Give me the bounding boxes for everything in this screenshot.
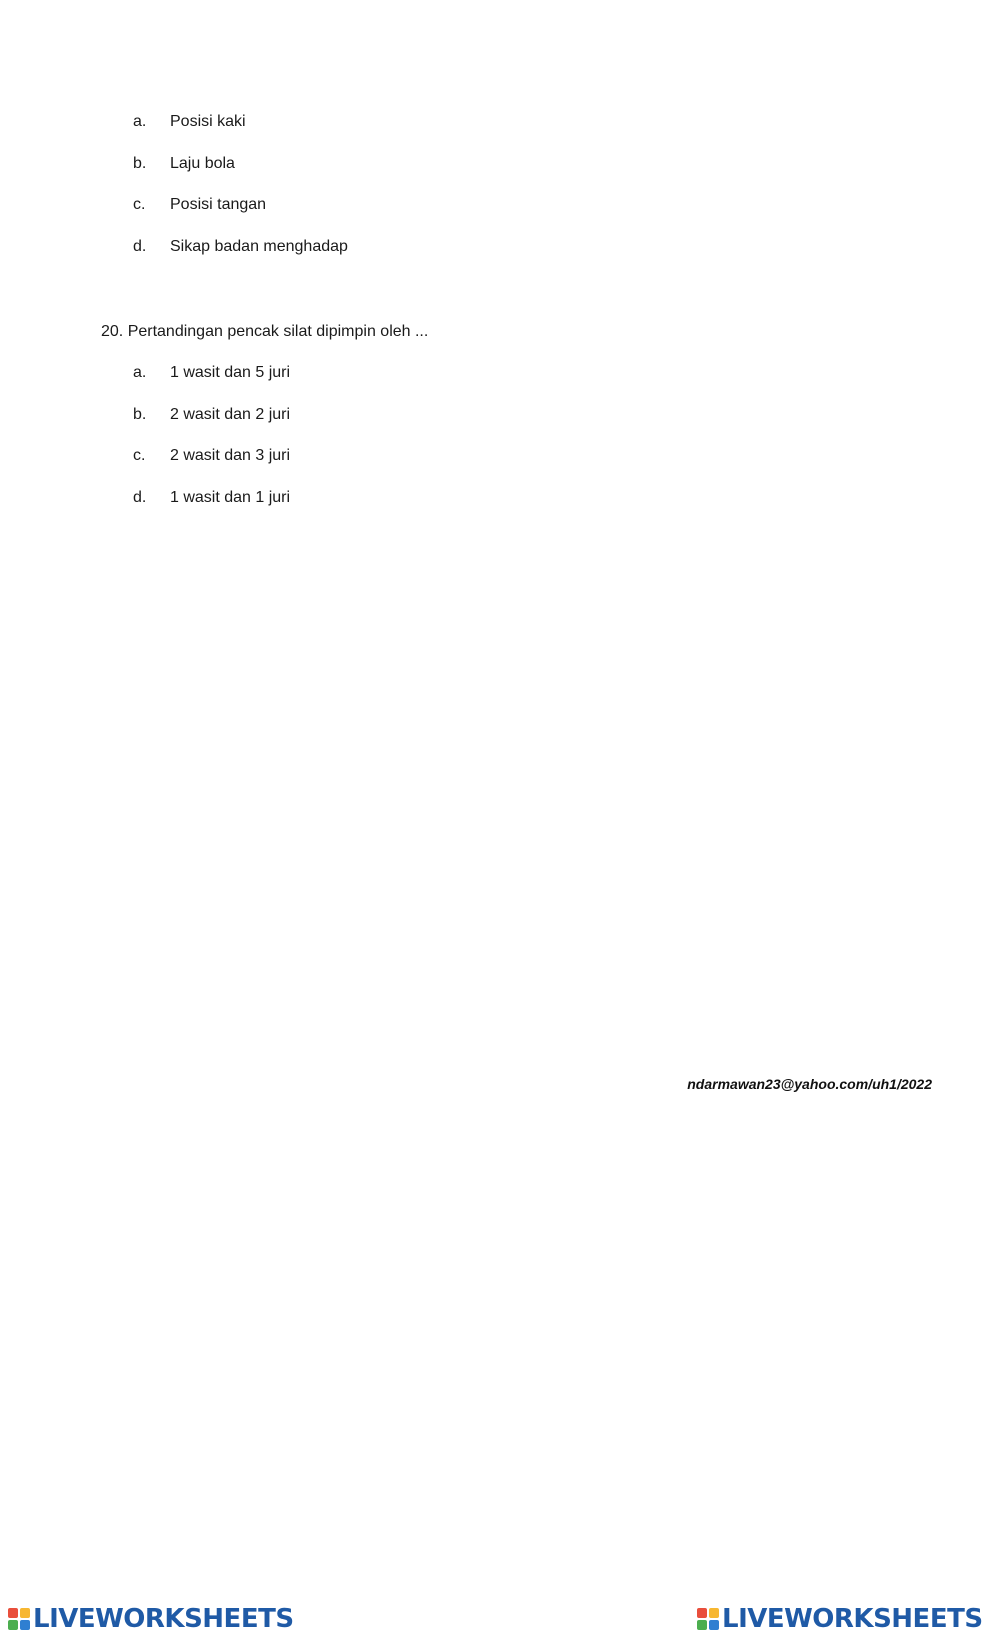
logo-text: LIVEWORKSHEETS: [33, 1604, 294, 1634]
option-letter: b.: [133, 406, 147, 423]
option-text: Posisi kaki: [170, 113, 246, 130]
option-letter: d.: [133, 238, 147, 255]
option-text: Laju bola: [170, 155, 235, 172]
liveworksheets-mark-icon: [8, 1608, 30, 1630]
liveworksheets-logo-left: [8, 1604, 294, 1634]
option-letter: a.: [133, 364, 147, 381]
option-letter: c.: [133, 196, 146, 213]
logo-text: LIVEWORKSHEETS: [722, 1604, 983, 1634]
option-text: 2 wasit dan 2 juri: [170, 406, 291, 423]
option-text: 2 wasit dan 3 juri: [170, 447, 291, 464]
question-20-text: 20. Pertandingan pencak silat dipimpin oleh ...: [101, 323, 429, 340]
option-letter: a.: [133, 113, 147, 130]
option-text: Sikap badan menghadap: [170, 238, 348, 255]
option-text: 1 wasit dan 1 juri: [170, 489, 291, 506]
option-letter: c.: [133, 447, 146, 464]
option-text: 1 wasit dan 5 juri: [170, 364, 291, 381]
option-text: Posisi tangan: [170, 196, 267, 213]
option-letter: d.: [133, 489, 147, 506]
liveworksheets-logo-right: [697, 1604, 983, 1634]
footer-email: ndarmawan23@yahoo.com/uh1/2022: [687, 1076, 932, 1092]
liveworksheets-mark-icon: [697, 1608, 719, 1630]
option-letter: b.: [133, 155, 147, 172]
